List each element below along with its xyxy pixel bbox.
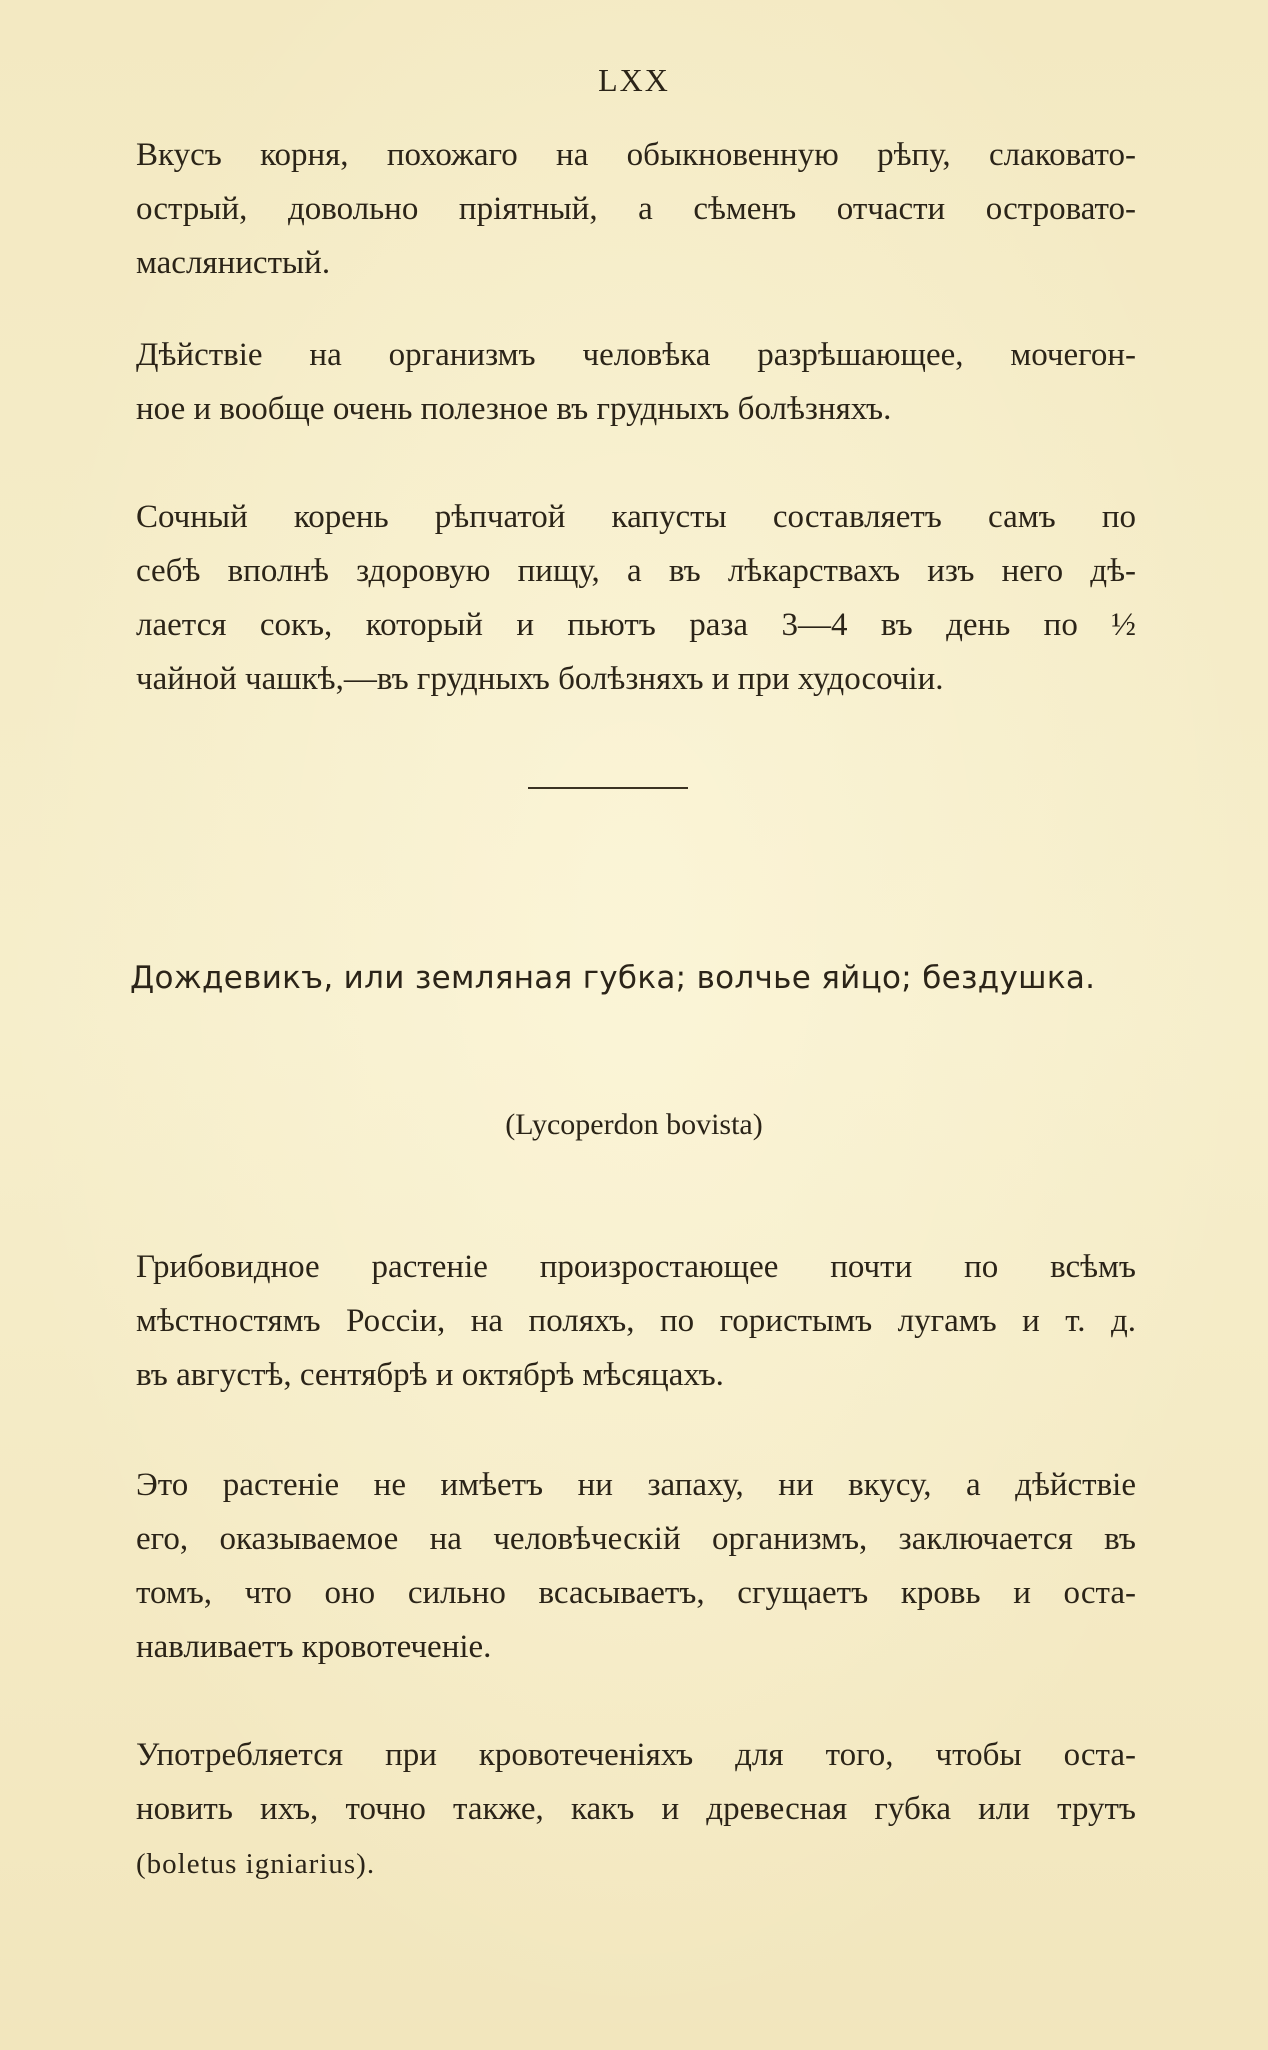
text-line: Вкусъ корня, похожаго на обыкновенную рѣпу, слаковато- <box>136 137 1136 173</box>
text-line: лается сокъ, который и пьютъ раза 3—4 въ день по ½ <box>136 607 1136 643</box>
text-line: его, оказываемое на человѣческій организмъ, заключается въ <box>136 1521 1136 1557</box>
text-line <box>136 1836 1136 1891</box>
text-line: томъ, что оно сильно всасываетъ, сгущаетъ кровь и оста- <box>136 1575 1136 1611</box>
text-line: въ августѣ, сентябрѣ и октябрѣ мѣсяцахъ. <box>136 1357 724 1393</box>
text-line: ное и вообще очень полезное въ грудныхъ болѣзняхъ. <box>136 391 892 427</box>
text-line: Сочный корень рѣпчатой капусты составляетъ самъ по <box>136 499 1136 535</box>
text-line: Грибовидное растеніе произростающее почти по всѣмъ <box>136 1249 1136 1285</box>
latin-name: (Lycoperdon bovista) <box>505 1108 763 1141</box>
text-line: навливаетъ кровотеченіе. <box>136 1629 492 1665</box>
paragraph-effect <box>136 1458 1136 1674</box>
paragraph-usage <box>136 490 1136 706</box>
text-line: Дѣйствіе на организмъ человѣка разрѣшающее, мочегон- <box>136 337 1136 373</box>
text-line: маслянистый. <box>136 245 331 281</box>
page-number: LXX <box>598 62 670 98</box>
text-line: Это растеніе не имѣетъ ни запаху, ни вкусу, а дѣйствіе <box>136 1467 1136 1503</box>
text-line: мѣстностямъ Россіи, на поляхъ, по гористымъ лугамъ и т. д. <box>136 1303 1136 1339</box>
section-divider <box>528 787 688 789</box>
text-line: себѣ вполнѣ здоровую пищу, а въ лѣкарствахъ изъ него дѣ- <box>136 553 1136 589</box>
paragraph-habitat <box>136 1240 1136 1402</box>
paragraph-taste <box>136 128 1136 290</box>
paragraph-action <box>136 328 1136 436</box>
text-line: Употребляется при кровотеченіяхъ для того, чтобы оста- <box>136 1737 1136 1773</box>
text-line: чайной чашкѣ,—въ грудныхъ болѣзняхъ и при худосочіи. <box>136 661 944 697</box>
text-line: новить ихъ, точно также, какъ и древесная губка или трутъ <box>136 1791 1136 1827</box>
paragraph-application <box>136 1728 1136 1891</box>
article-heading: Дождевикъ, или земляная губка; волчье яйцо; бездушка. <box>130 960 1096 996</box>
latin-inline-name: (boletus igniarius). <box>136 1848 376 1880</box>
text-line: острый, довольно пріятный, а сѣменъ отчасти островато- <box>136 191 1136 227</box>
